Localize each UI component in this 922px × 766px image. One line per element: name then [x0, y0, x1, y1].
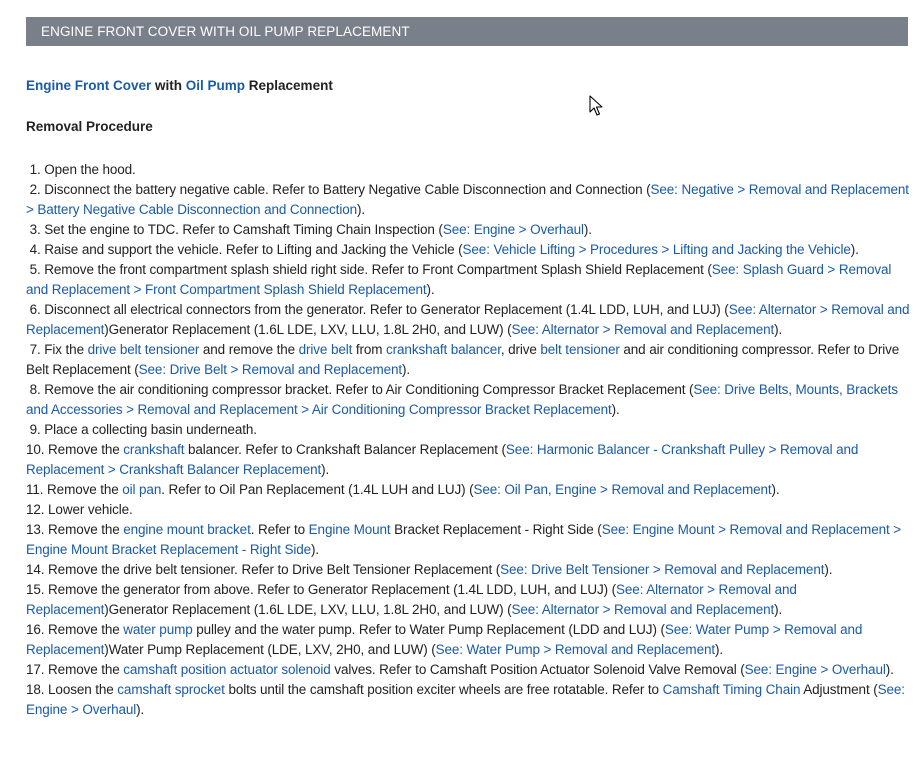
step-text: ).: [136, 702, 145, 717]
step-link[interactable]: See: Negative > Removal and Replacement > Battery Negative Cable Disconnection and Connection: [26, 182, 909, 217]
step-text: Fix the: [44, 342, 88, 357]
step-link[interactable]: See: Harmonic Balancer - Crankshaft Pulley > Removal and Replacement > Crankshaft Balancer Replacement: [26, 442, 859, 477]
step-link[interactable]: crankshaft: [123, 442, 185, 457]
step-number: 17.: [26, 662, 49, 677]
step-text: Place a collecting basin underneath.: [44, 422, 257, 437]
step-link[interactable]: See: Oil Pan, Engine > Removal and Replacement: [473, 482, 772, 497]
procedure-title-text: Replacement: [245, 78, 333, 93]
step-number: 18.: [26, 682, 49, 697]
step-link[interactable]: See: Alternator > Removal and Replacement: [511, 602, 775, 617]
procedure-step: [26, 300, 910, 340]
step-text: ).: [850, 242, 859, 257]
step-text: Remove the drive belt tensioner. Refer to Drive Belt Tensioner Replacement (: [48, 562, 501, 577]
step-text: and air conditioning compressor. Refer to Drive Belt Replacement (: [26, 342, 900, 377]
step-text: from: [352, 342, 387, 357]
step-text: Disconnect all electrical connectors from the generator. Refer to Generator Replacement (1.4L LDD, LUH, and LUJ) (: [44, 302, 729, 317]
step-link[interactable]: See: Engine Mount > Removal and Replacement > Engine Mount Bracket Replacement - Right Side: [26, 522, 901, 557]
step-text: ).: [356, 202, 365, 217]
step-link[interactable]: camshaft sprocket: [117, 682, 225, 697]
procedure-step: [26, 660, 910, 680]
procedure-step: [26, 500, 910, 520]
step-link[interactable]: Camshaft Timing Chain: [662, 682, 801, 697]
procedure-step: [26, 180, 910, 220]
procedure-step: [26, 380, 910, 420]
step-text: Remove the: [48, 662, 124, 677]
step-text: Remove the: [47, 482, 123, 497]
step-number: 6.: [26, 302, 45, 317]
step-link[interactable]: See: Splash Guard > Removal and Replacement > Front Compartment Splash Shield Replacement: [26, 262, 892, 297]
step-text: ).: [824, 562, 833, 577]
step-link[interactable]: drive belt: [298, 342, 353, 357]
step-link[interactable]: See: Vehicle Lifting > Procedures > Lifting and Jacking the Vehicle: [462, 242, 851, 257]
procedure-step: [26, 240, 910, 260]
step-text: ).: [402, 362, 411, 377]
procedure-step: [26, 520, 910, 560]
step-text: Remove the: [48, 522, 124, 537]
step-text: )Generator Replacement (1.6L LDE, LXV, LLU, 1.8L 2H0, and LUW) (: [104, 322, 512, 337]
step-link[interactable]: oil pan: [122, 482, 162, 497]
step-link[interactable]: See: Alternator > Removal and Replacement: [511, 322, 775, 337]
step-number: 1.: [26, 162, 45, 177]
step-text: Open the hood.: [44, 162, 136, 177]
step-number: 3.: [26, 222, 45, 237]
step-text: Bracket Replacement - Right Side (: [390, 522, 602, 537]
procedure-step: [26, 440, 910, 480]
step-text: ).: [321, 462, 330, 477]
step-text: valves. Refer to Camshaft Position Actuator Solenoid Valve Removal (: [330, 662, 745, 677]
procedure-step: [26, 340, 910, 380]
procedure-step: [26, 480, 910, 500]
step-text: ).: [714, 642, 723, 657]
step-link[interactable]: See: Drive Belt Tensioner > Removal and Replacement: [500, 562, 825, 577]
step-number: 9.: [26, 422, 45, 437]
removal-procedure-heading: Removal Procedure: [26, 119, 153, 134]
step-link[interactable]: See: Engine > Overhaul: [442, 222, 584, 237]
step-text: ).: [771, 482, 780, 497]
procedure-steps-list: [26, 160, 910, 720]
procedure-step: [26, 580, 910, 620]
step-number: 15.: [26, 582, 49, 597]
step-link[interactable]: See: Water Pump > Removal and Replacement: [435, 642, 715, 657]
step-link[interactable]: See: Alternator > Removal and Replacement: [26, 302, 910, 337]
step-link[interactable]: See: Drive Belt > Removal and Replacement: [138, 362, 402, 377]
step-number: 8.: [26, 382, 45, 397]
step-text: )Water Pump Replacement (LDE, LXV, 2H0, and LUW) (: [104, 642, 436, 657]
section-header-title: ENGINE FRONT COVER WITH OIL PUMP REPLACEMENT: [41, 24, 410, 39]
procedure-step: [26, 260, 910, 300]
step-number: 12.: [26, 502, 49, 517]
procedure-step: [26, 220, 910, 240]
step-number: 16.: [26, 622, 49, 637]
step-text: Loosen the: [48, 682, 118, 697]
step-text: Remove the generator from above. Refer to Generator Replacement (1.4L LDD, LUH, and LUJ) (: [48, 582, 617, 597]
step-link[interactable]: camshaft position actuator solenoid: [123, 662, 331, 677]
step-text: )Generator Replacement (1.6L LDE, LXV, LLU, 1.8L 2H0, and LUW) (: [104, 602, 512, 617]
step-text: Remove the: [48, 622, 124, 637]
procedure-step: [26, 680, 910, 720]
step-text: ).: [611, 402, 620, 417]
procedure-title-text: with: [151, 78, 186, 93]
procedure-step: [26, 620, 910, 660]
step-number: 13.: [26, 522, 49, 537]
step-text: balancer. Refer to Crankshaft Balancer Replacement (: [184, 442, 506, 457]
procedure-title-link[interactable]: Engine Front Cover: [26, 78, 152, 93]
step-text: Disconnect the battery negative cable. Refer to Battery Negative Cable Disconnection and Connection (: [44, 182, 651, 197]
step-text: Raise and support the vehicle. Refer to Lifting and Jacking the Vehicle (: [44, 242, 463, 257]
step-text: Set the engine to TDC. Refer to Camshaft Timing Chain Inspection (: [44, 222, 443, 237]
step-text: bolts until the camshaft position exciter wheels are free rotatable. Refer to: [224, 682, 663, 697]
step-link[interactable]: water pump: [123, 622, 193, 637]
procedure-step: [26, 160, 910, 180]
step-link[interactable]: engine mount bracket: [123, 522, 251, 537]
step-number: 10.: [26, 442, 49, 457]
step-text: . Refer to: [250, 522, 309, 537]
step-text: Remove the air conditioning compressor bracket. Refer to Air Conditioning Compressor Bracket Replacement (: [44, 382, 694, 397]
step-link[interactable]: belt tensioner: [540, 342, 620, 357]
step-link[interactable]: See: Engine > Overhaul: [26, 682, 905, 717]
procedure-title: [26, 78, 333, 94]
step-text: ).: [583, 222, 592, 237]
step-link[interactable]: crankshaft balancer: [386, 342, 501, 357]
step-text: Remove the front compartment splash shield right side. Refer to Front Compartment Splash Shield Replacement (: [44, 262, 712, 277]
procedure-title-link[interactable]: Oil Pump: [185, 78, 246, 93]
step-text: ).: [311, 542, 320, 557]
step-text: pulley and the water pump. Refer to Water Pump Replacement (LDD and LUJ) (: [192, 622, 665, 637]
procedure-step: [26, 560, 910, 580]
step-text: Adjustment (: [800, 682, 878, 697]
step-link[interactable]: Engine Mount: [308, 522, 391, 537]
step-number: 4.: [26, 242, 45, 257]
step-text: Remove the: [48, 442, 124, 457]
step-link[interactable]: See: Engine > Overhaul: [744, 662, 886, 677]
step-link[interactable]: See: Alternator > Removal and Replacement: [26, 582, 797, 617]
step-text: ).: [774, 602, 783, 617]
step-number: 14.: [26, 562, 49, 577]
step-text: and remove the: [199, 342, 299, 357]
step-link[interactable]: See: Drive Belts, Mounts, Brackets and Accessories > Removal and Replacement > Air Conditioning Compressor Bracket Replacement: [26, 382, 898, 417]
step-number: 2.: [26, 182, 45, 197]
step-number: 11.: [26, 482, 48, 497]
step-link[interactable]: drive belt tensioner: [87, 342, 200, 357]
step-text: ).: [885, 662, 894, 677]
step-link[interactable]: See: Water Pump > Removal and Replacement: [26, 622, 863, 657]
section-header-bar: [26, 17, 908, 46]
step-text: ).: [426, 282, 435, 297]
step-number: 5.: [26, 262, 45, 277]
step-text: . Refer to Oil Pan Replacement (1.4L LUH and LUJ) (: [161, 482, 474, 497]
procedure-step: [26, 420, 910, 440]
mouse-pointer-icon: [589, 95, 603, 117]
step-text: , drive: [500, 342, 541, 357]
step-text: Lower vehicle.: [48, 502, 133, 517]
step-number: 7.: [26, 342, 45, 357]
step-text: ).: [774, 322, 783, 337]
